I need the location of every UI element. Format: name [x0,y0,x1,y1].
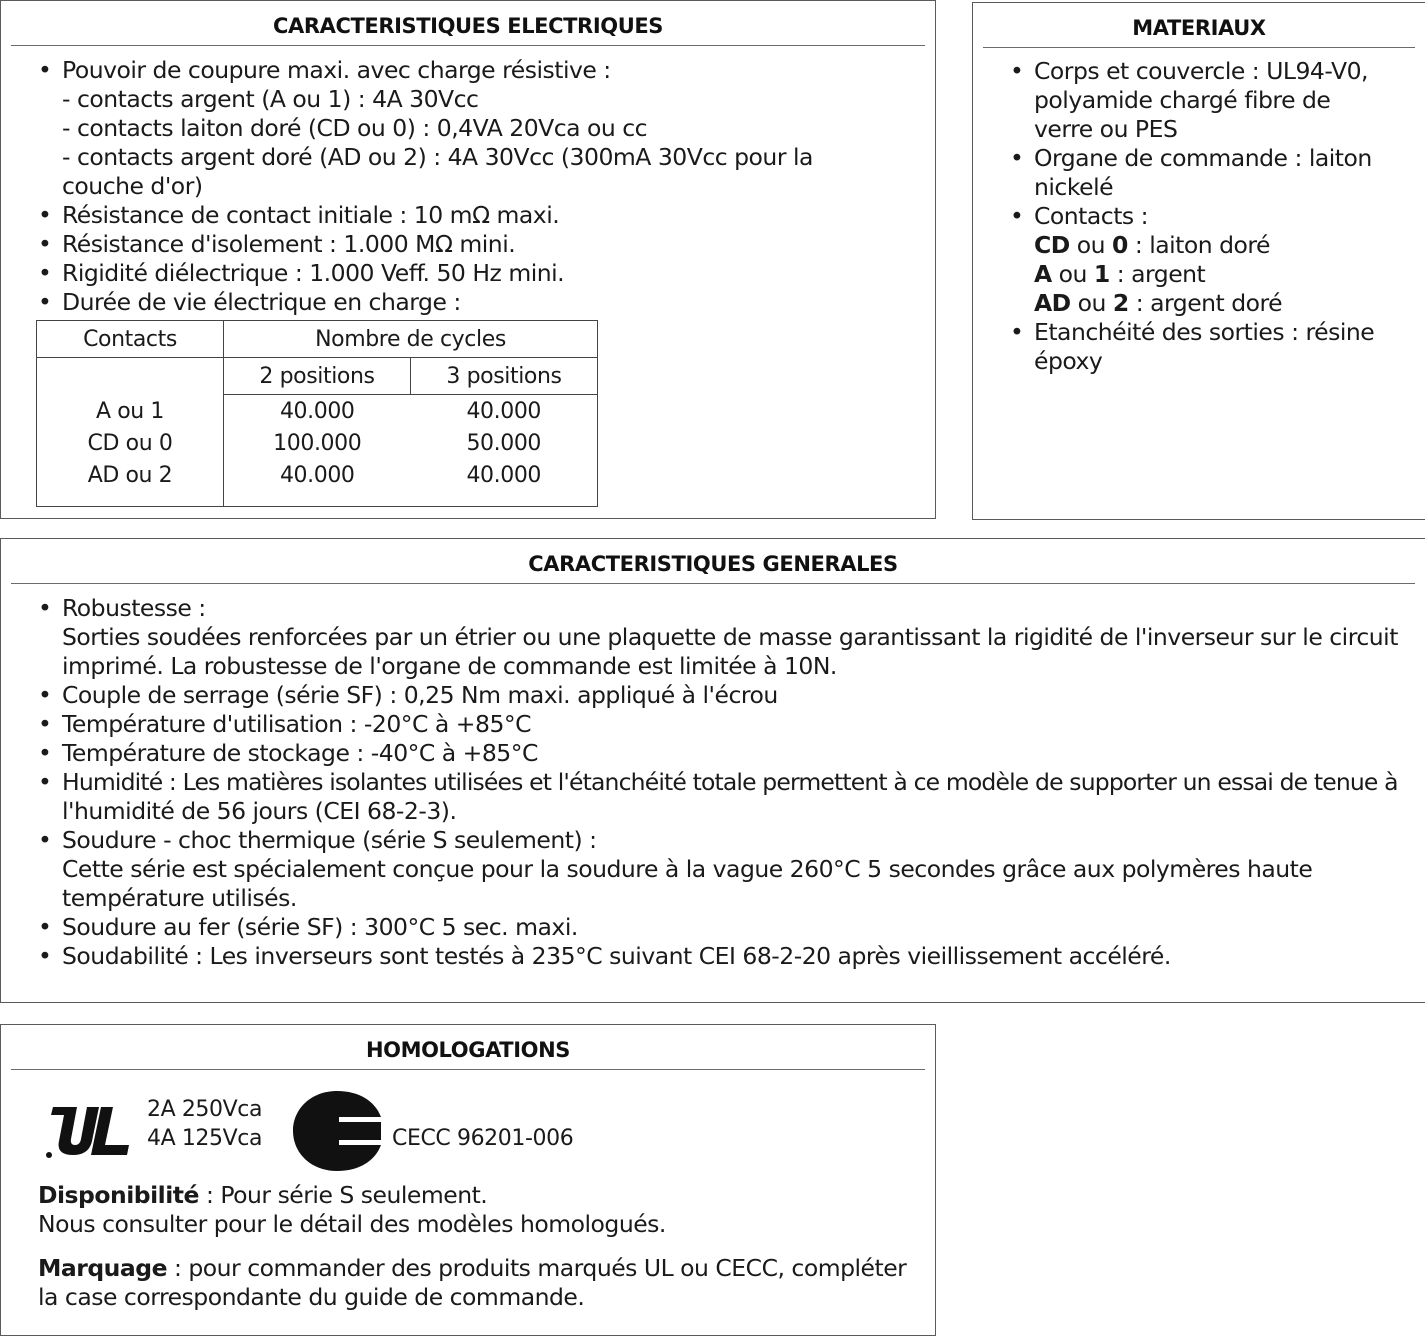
marking-label: Marquage [38,1254,168,1282]
general-panel [0,538,1425,1003]
homologations-title: HOMOLOGATIONS [11,1033,925,1070]
materials-title: MATERIAUX [983,11,1415,48]
electrical-panel [0,0,936,519]
general-list [38,594,1418,971]
list-item: température utilisés. [62,884,297,912]
list-item: • Résistance de contact initiale : 10 mΩ maxi. [38,201,918,230]
list-item: polyamide chargé fibre de [1034,86,1331,114]
list-item: - contacts laiton doré (CD ou 0) : 0,4VA 20Vca ou cc [62,114,648,142]
list-item: - contacts argent doré (AD ou 2) : 4A 30Vcc (300mA 30Vcc pour la [62,143,813,171]
table-cell-value: 40.000 [279,399,355,424]
list-item: • Corps et couvercle : UL94-V0, [1010,57,1420,86]
availability-note: Disponibilité : Pour série S seulement. Nous consulter pour le détail des modèles homologués. [38,1181,666,1238]
cycles-table [36,320,598,507]
table-header-3pos: 3 positions [411,358,598,395]
list-item: • Robustesse : [38,594,1418,623]
table-col-3pos [411,395,598,507]
table-col-2pos [224,395,411,507]
list-item: • Etanchéité des sorties : résine [1010,318,1420,347]
ul-rating-line: 4A 125Vca [147,1126,263,1151]
list-item: • Contacts : [1010,202,1420,231]
list-item: - contacts argent (A ou 1) : 4A 30Vcc [62,85,479,113]
table-cell-value: 40.000 [466,399,542,424]
table-header-contacts: Contacts [37,321,224,358]
availability-label: Disponibilité [38,1181,199,1209]
list-item: • Humidité : Les matières isolantes utilisées et l'étanchéité totale permettent à ce modèle de supporter un essai de tenue à [38,768,1418,797]
table-contacts-cell [37,358,224,507]
list-item: Sorties soudées renforcées par un étrier ou une plaquette de masse garantissant la rigidité de l'inverseur sur le circuit [62,623,1398,651]
contact-material-row: A ou 1 : argent [1034,260,1206,288]
ul-rating-line: 2A 250Vca [147,1097,263,1122]
list-item: • Résistance d'isolement : 1.000 MΩ mini. [38,230,918,259]
table-cell-value: 40.000 [466,463,542,488]
table-cell-value: 50.000 [466,431,542,456]
list-item: • Soudure au fer (série SF) : 300°C 5 sec. maxi. [38,913,1418,942]
list-item: • Organe de commande : laiton [1010,144,1420,173]
table-header-cycles: Nombre de cycles [224,321,598,358]
list-item: • Température d'utilisation : -20°C à +85°C [38,710,1418,739]
table-cell-contact: AD ou 2 [87,463,173,488]
list-item: • Soudabilité : Les inverseurs sont testés à 235°C suivant CEI 68-2-20 après vieillissement accéléré. [38,942,1418,971]
materials-list [1010,57,1420,376]
homologations-panel [0,1024,936,1336]
table-header-2pos: 2 positions [224,358,411,395]
electrical-list [38,56,918,317]
list-item: époxy [1034,347,1103,375]
ul-ratings [147,1095,262,1153]
table-cell-contact: CD ou 0 [87,431,173,456]
list-item: Cette série est spécialement conçue pour la soudure à la vague 260°C 5 secondes grâce aux polymères haute [62,855,1313,883]
list-item: nickelé [1034,173,1114,201]
list-item: verre ou PES [1034,115,1178,143]
marking-note: Marquage : pour commander des produits marqués UL ou CECC, compléter la case correspondante du guide de commande. [38,1254,907,1311]
list-item: • Température de stockage : -40°C à +85°C [38,739,1418,768]
list-item: • Couple de serrage (série SF) : 0,25 Nm maxi. appliqué à l'écrou [38,681,1418,710]
list-item: imprimé. La robustesse de l'organe de commande est limitée à 10N. [62,652,837,680]
list-item: couche d'or) [62,172,203,200]
table-cell-value: 40.000 [279,463,355,488]
cecc-reference: CECC 96201-006 [392,1126,574,1151]
list-item: • Pouvoir de coupure maxi. avec charge résistive : [38,56,918,85]
ul-logo-icon [43,1101,135,1163]
contact-material-row: CD ou 0 : laiton doré [1034,231,1271,259]
contact-material-row: AD ou 2 : argent doré [1034,289,1283,317]
cecc-logo-icon [293,1091,381,1171]
general-title: CARACTERISTIQUES GENERALES [11,547,1415,584]
list-item: l'humidité de 56 jours (CEI 68-2-3). [62,797,457,825]
materials-panel [972,2,1425,520]
electrical-title: CARACTERISTIQUES ELECTRIQUES [11,9,925,46]
table-cell-contact: A ou 1 [95,399,165,424]
table-cell-value: 100.000 [273,431,362,456]
list-item: • Durée de vie électrique en charge : [38,288,918,317]
list-item: • Soudure - choc thermique (série S seulement) : [38,826,1418,855]
list-item: • Rigidité diélectrique : 1.000 Veff. 50 Hz mini. [38,259,918,288]
